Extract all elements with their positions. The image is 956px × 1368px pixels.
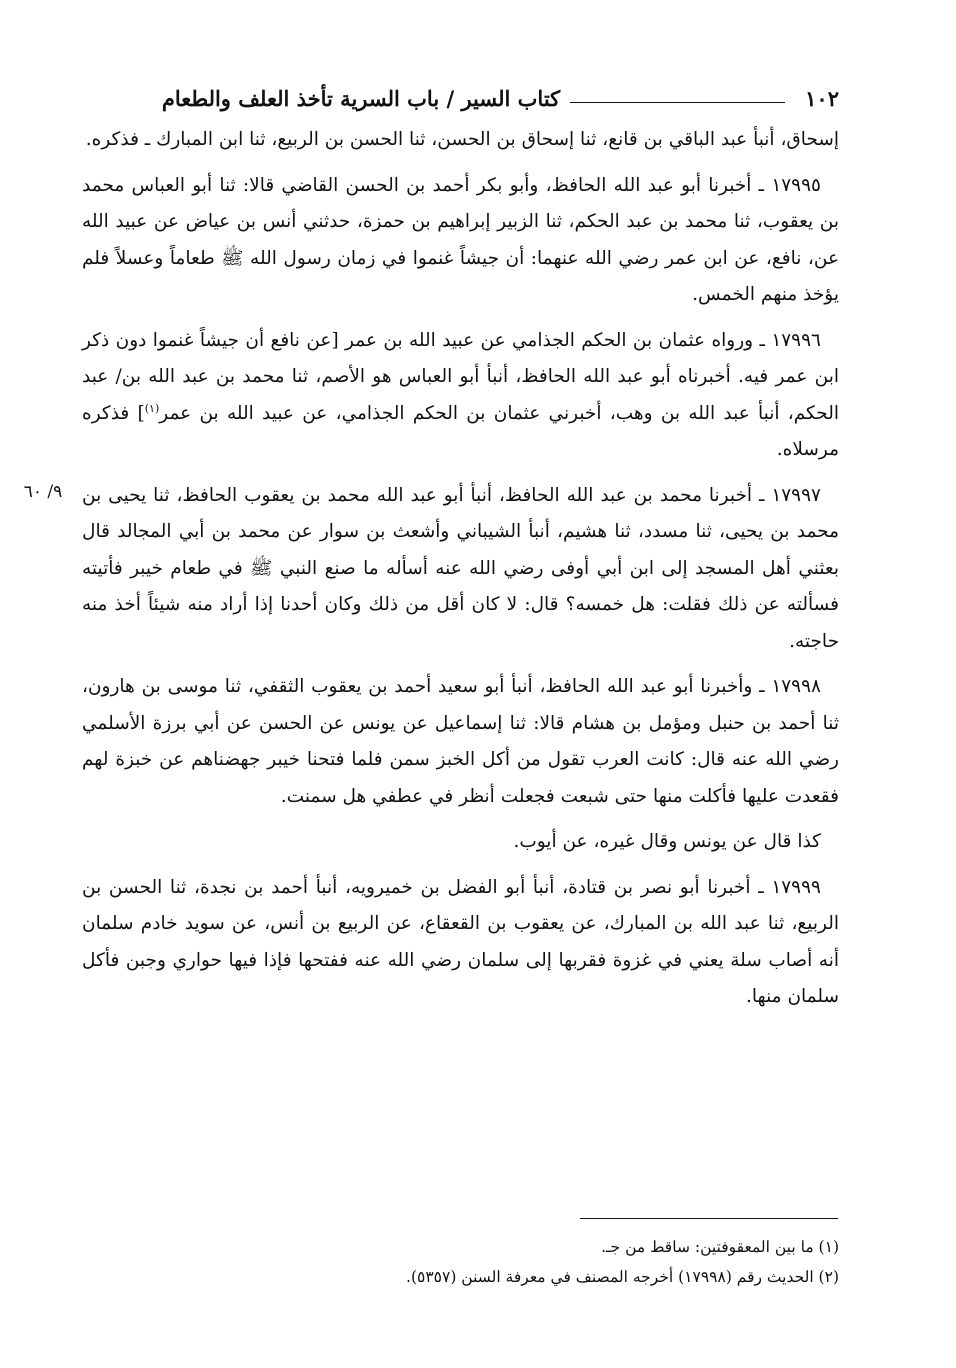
page-number: ١٠٢ <box>805 85 839 111</box>
footnote-rule <box>580 1218 838 1219</box>
footnote-1: (١) ما بين المعقوفتين: ساقط من جـ. <box>601 1238 839 1256</box>
header-rule <box>570 102 785 103</box>
footnote-2: (٢) الحديث رقم (١٧٩٩٨) أخرجه المصنف في معرفة السنن (٥٣٥٧). <box>406 1268 839 1286</box>
commentary-line: كذا قال عن يونس وقال غيره، عن أيوب. <box>513 831 821 852</box>
margin-reference: ٩/ ٦٠ <box>23 482 63 502</box>
hadith-17997: ١٧٩٩٧ ـ أخبرنا محمد بن عبد الله الحافظ، أنبأ أبو عبد الله محمد بن يعقوب الحافظ، ثنا يحيى بن محمد بن يحيى، ثنا مسدد، ثنا هشيم، أنبأ الشيباني وأشعث بن سوار عن محمد بن أبي المجالد قال بعثني أهل المسجد إلى ابن أبي أوفى رضي الله عنه أسأله ما صنع النبي ﷺ في طعام خيبر فأتيته فسألته عن ذلك فقلت: هل خمسه؟ قال: لا كان أقل من ذلك وكان أحدنا إذا أراد منه شيئاً أخذ منه حاجته. <box>82 484 839 652</box>
footnotes <box>82 1232 839 1292</box>
page-header <box>82 78 839 118</box>
paragraph-continuation: إسحاق، أنبأ عبد الباقي بن قانع، ثنا إسحاق بن الحسن، ثنا الحسن بن الربيع، ثنا ابن المبارك ـ فذكره. <box>85 129 839 150</box>
hadith-17999: ١٧٩٩٩ ـ أخبرنا أبو نصر بن قتادة، أنبأ أبو الفضل بن خميرويه، أنبأ أحمد بن نجدة، ثنا الحسن بن الربيع، ثنا عبد الله بن المبارك، عن يعقوب بن القعقاع، عن الربيع بن أنس، عن سويد خادم سلمان أنه أصاب سلة يعني في غزوة فقربها إلى سلمان رضي الله عنه ففتحها فإذا فيها حواري وجبن فأكل سلمان منها. <box>82 876 839 1007</box>
running-title: كتاب السير / باب السرية تأخذ العلف والطعام <box>161 85 561 111</box>
hadith-17996 <box>82 323 839 469</box>
hadith-17996-text: ١٧٩٩٦ ـ ورواه عثمان بن الحكم الجذامي عن عبيد الله بن عمر [عن نافع أن جيشاً غنموا دون ذكر ابن عمر فيه. أخبرناه أبو عبد الله الحافظ، أنبأ أبو العباس هو الأصم، ثنا محمد بن عبد الله بن/ عبد الحكم، أنبأ عبد الله بن وهب، أخبرني عثمان بن الحكم الجذامي، عن عبيد الله بن عمر <box>82 329 839 424</box>
hadith-17995: ١٧٩٩٥ ـ أخبرنا أبو عبد الله الحافظ، وأبو بكر أحمد بن الحسن القاضي قالا: ثنا أبو العباس محمد بن يعقوب، ثنا محمد بن عبد الحكم، ثنا الزبير إبراهيم بن حمزة، حدثني أنس بن عياض عن عبيد الله عن، نافع، عن ابن عمر رضي الله عنهما: أن جيشاً غنموا في زمان رسول الله ﷺ طعاماً وعسلاً فلم يؤخذ منهم الخمس. <box>82 174 839 305</box>
footnote-marker-1: (١) <box>144 401 160 415</box>
main-text <box>82 122 839 1025</box>
hadith-17998: ١٧٩٩٨ ـ وأخبرنا أبو عبد الله الحافظ، أنبأ أبو سعيد أحمد بن يعقوب الثقفي، ثنا موسى بن هارون، ثنا أحمد بن حنبل ومؤمل بن هشام قالا: ثنا إسماعيل عن يونس عن الحسن عن أبي برزة الأسلمي رضي الله عنه قال: كانت العرب تقول من أكل الخبز سمن فلما فتحنا خيبر جهضناهم عن خبزة لهم فقعدت عليها فأكلت منها حتى شبعت فجعلت أنظر في عطفي هل سمنت. <box>82 676 839 807</box>
hadith-17996-tail: ] فذكره مرسلاه. <box>82 402 839 460</box>
